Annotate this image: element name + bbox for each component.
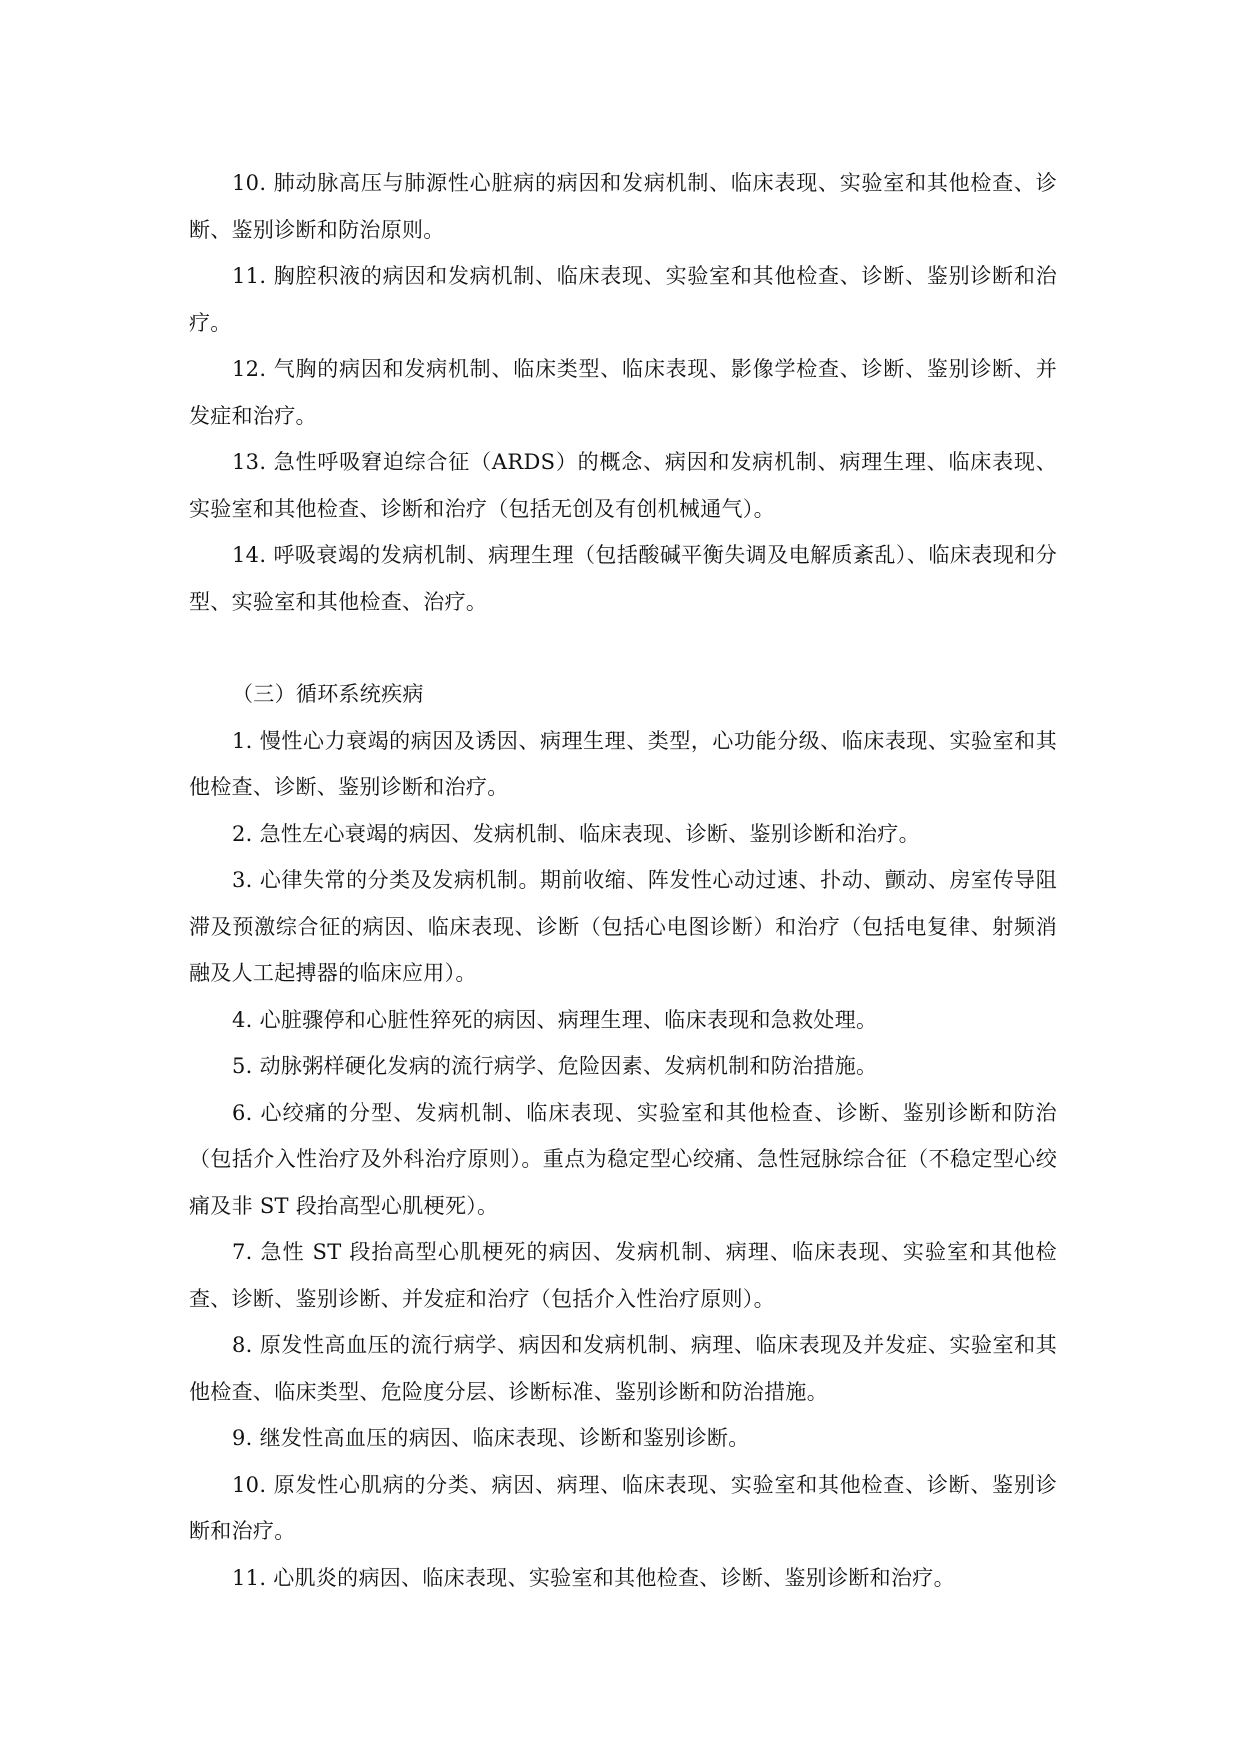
list-item: 4. 心脏骤停和心脏性猝死的病因、病理生理、临床表现和急救处理。: [232, 1007, 878, 1032]
list-item: 13. 急性呼吸窘迫综合征（ARDS）的概念、病因和发病机制、病理生理、临床表现、实验室和其他检查、诊断和治疗（包括无创及有创机械通气）。: [189, 450, 1057, 521]
list-item: 2. 急性左心衰竭的病因、发病机制、临床表现、诊断、鉴别诊断和治疗。: [232, 821, 920, 846]
list-item: 8. 原发性高血压的流行病学、病因和发病机制、病理、临床表现及并发症、实验室和其他检查、临床类型、危险度分层、诊断标准、鉴别诊断和防治措施。: [189, 1333, 1057, 1404]
list-item: 3. 心律失常的分类及发病机制。期前收缩、阵发性心动过速、扑动、颤动、房室传导阻滞及预激综合征的病因、临床表现、诊断（包括心电图诊断）和治疗（包括电复律、射频消融及人工起搏器的临床应用）。: [189, 868, 1057, 985]
list-item: 5. 动脉粥样硬化发病的流行病学、危险因素、发病机制和防治措施。: [232, 1054, 878, 1078]
section-heading: （三）循环系统疾病: [232, 682, 424, 706]
circulatory-section: [189, 671, 1057, 1601]
list-item: 9. 继发性高血压的病因、临床表现、诊断和鉴别诊断。: [232, 1426, 750, 1450]
list-item: 10. 肺动脉高压与肺源性心脏病的病因和发病机制、临床表现、实验室和其他检查、诊断、鉴别诊断和防治原则。: [189, 171, 1057, 242]
respiratory-items-section: [189, 160, 1057, 625]
list-item: 10. 原发性心肌病的分类、病因、病理、临床表现、实验室和其他检查、诊断、鉴别诊断和治疗。: [189, 1472, 1057, 1543]
list-item: 6. 心绞痛的分型、发病机制、临床表现、实验室和其他检查、诊断、鉴别诊断和防治（包括介入性治疗及外科治疗原则）。重点为稳定型心绞痛、急性冠脉综合征（不稳定型心绞痛及非 ST 段抬高型心肌梗死）。: [189, 1100, 1057, 1218]
list-item: 11. 胸腔积液的病因和发病机制、临床表现、实验室和其他检查、诊断、鉴别诊断和治疗。: [189, 264, 1057, 335]
page-content: [189, 160, 1057, 1601]
list-item: 1. 慢性心力衰竭的病因及诱因、病理生理、类型，心功能分级、临床表现、实验室和其他检查、诊断、鉴别诊断和治疗。: [189, 728, 1057, 799]
list-item: 11. 心肌炎的病因、临床表现、实验室和其他检查、诊断、鉴别诊断和治疗。: [232, 1565, 955, 1590]
list-item: 7. 急性 ST 段抬高型心肌梗死的病因、发病机制、病理、临床表现、实验室和其他检查、诊断、鉴别诊断、并发症和治疗（包括介入性治疗原则）。: [189, 1240, 1057, 1311]
list-item: 12. 气胸的病因和发病机制、临床类型、临床表现、影像学检查、诊断、鉴别诊断、并发症和治疗。: [189, 357, 1057, 428]
list-item: 14. 呼吸衰竭的发病机制、病理生理（包括酸碱平衡失调及电解质紊乱）、临床表现和分型、实验室和其他检查、治疗。: [189, 543, 1057, 614]
